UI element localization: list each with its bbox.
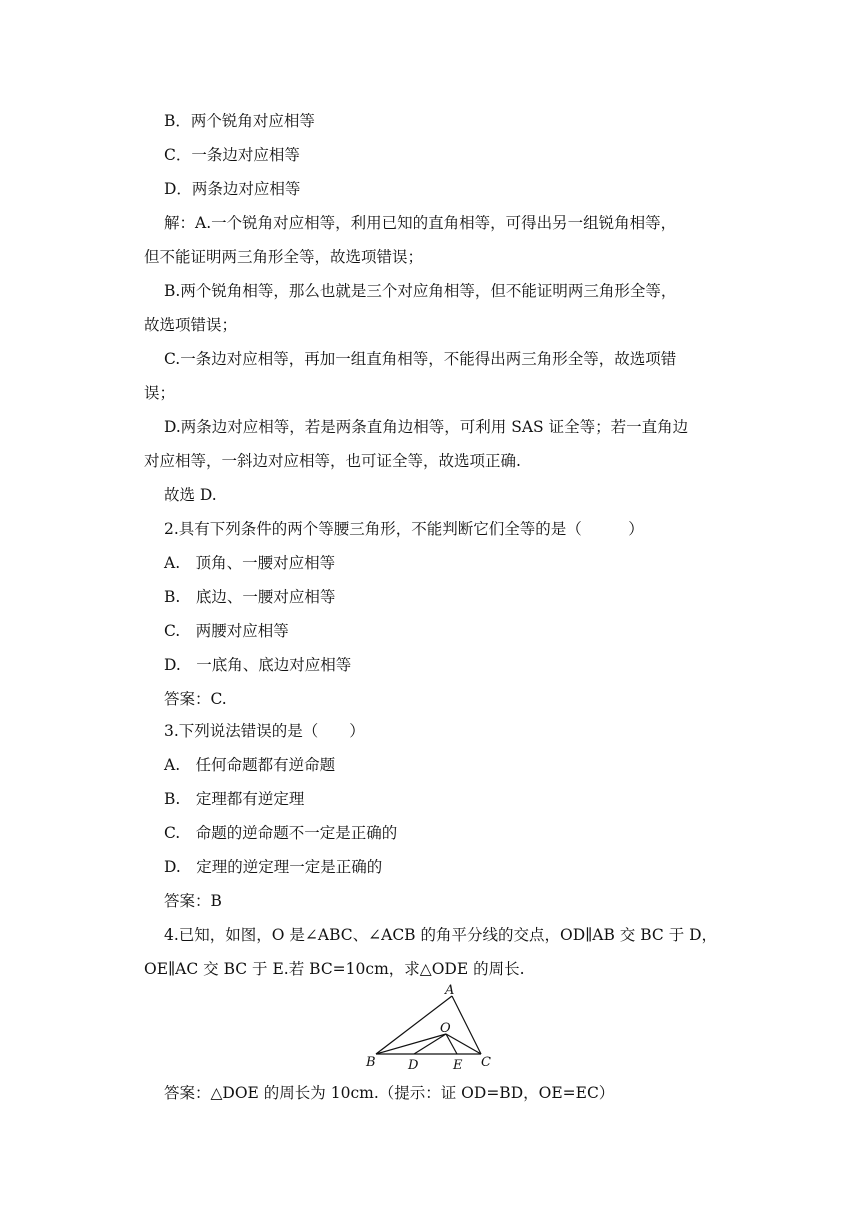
segment-bo bbox=[376, 1034, 446, 1054]
label-c: C bbox=[481, 1055, 491, 1070]
question-3-option-a: A. 任何命题都有逆命题 bbox=[164, 756, 336, 774]
question-2-option-b: B. 底边、一腰对应相等 bbox=[164, 588, 336, 606]
question-3-answer: 答案：B bbox=[164, 892, 222, 910]
question-3-option-c: C. 命题的逆命题不一定是正确的 bbox=[164, 824, 398, 842]
answer-line: 故选 D. bbox=[164, 486, 217, 504]
option-b-line: B．两个锐角对应相等 bbox=[164, 112, 315, 130]
label-d: D bbox=[408, 1058, 419, 1072]
question-4-answer: 答案：△DOE 的周长为 10cm.（提示：证 OD=BD，OE=EC） bbox=[164, 1084, 615, 1102]
solution-line: C.一条边对应相等，再加一组直角相等，不能得出两三角形全等，故选项错 bbox=[164, 350, 677, 368]
label-b: B bbox=[366, 1055, 376, 1070]
question-4-line2: OE∥AC 交 BC 于 E.若 BC=10cm，求△ODE 的周长. bbox=[144, 960, 525, 978]
solution-line: 对应相等，一斜边对应相等，也可证全等，故选项正确. bbox=[144, 452, 521, 470]
solution-line: 误； bbox=[144, 384, 176, 402]
solution-line: 解：A.一个锐角对应相等，利用已知的直角相等，可得出另一组锐角相等， bbox=[164, 214, 677, 232]
question-3-option-b: B. 定理都有逆定理 bbox=[164, 790, 305, 808]
question-3-option-d: D. 定理的逆定理一定是正确的 bbox=[164, 858, 383, 876]
question-2-option-c: C. 两腰对应相等 bbox=[164, 622, 289, 640]
option-c-line: C．一条边对应相等 bbox=[164, 146, 300, 164]
question-2-answer: 答案：C. bbox=[164, 690, 227, 708]
question-2: 2.具有下列条件的两个等腰三角形，不能判断它们全等的是（ ） bbox=[164, 520, 644, 538]
question-3: 3.下列说法错误的是（ ） bbox=[164, 722, 365, 740]
question-2-option-d: D. 一底角、底边对应相等 bbox=[164, 656, 352, 674]
segment-od bbox=[414, 1034, 446, 1054]
solution-line: D.两条边对应相等，若是两条直角边相等，可利用 SAS 证全等；若一直角边 bbox=[164, 418, 689, 436]
triangle-figure bbox=[360, 982, 520, 1072]
label-a: A bbox=[445, 983, 455, 998]
solution-line: 故选项错误； bbox=[144, 316, 238, 334]
solution-line: B.两个锐角相等，那么也就是三个对应角相等，但不能证明两三角形全等， bbox=[164, 282, 677, 300]
label-o: O bbox=[440, 1021, 451, 1036]
option-d-line: D．两条边对应相等 bbox=[164, 180, 301, 198]
solution-line: 但不能证明两三角形全等，故选项错误； bbox=[144, 248, 424, 266]
question-4: 4.已知，如图，O 是∠ABC、∠ACB 的角平分线的交点，OD∥AB 交 BC 于 D， bbox=[164, 926, 718, 944]
label-e: E bbox=[453, 1058, 463, 1072]
question-2-option-a: A. 顶角、一腰对应相等 bbox=[164, 554, 336, 572]
